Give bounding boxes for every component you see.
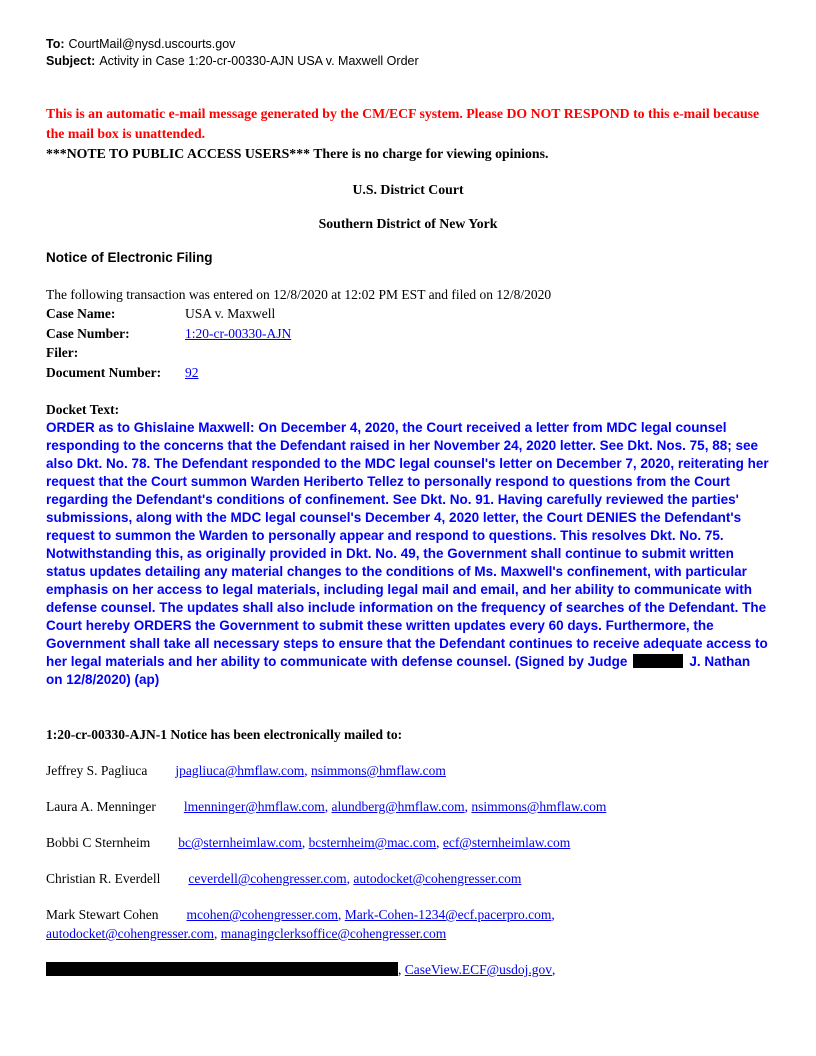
recipient-name: Mark Stewart Cohen bbox=[46, 907, 159, 922]
email-link[interactable]: autodocket@cohengresser.com , bbox=[46, 926, 221, 941]
case-number-label: Case Number: bbox=[46, 325, 130, 341]
case-number-link[interactable]: 1:20-cr-00330-AJN bbox=[185, 325, 292, 341]
email-link[interactable]: mcohen@cohengresser.com , bbox=[186, 907, 344, 922]
recipient-row bbox=[46, 869, 770, 888]
system-banner bbox=[46, 104, 770, 164]
filer-value bbox=[185, 343, 770, 363]
to-value: CourtMail@nysd.uscourts.gov bbox=[68, 37, 236, 51]
case-name-value: USA v. Maxwell bbox=[185, 306, 276, 321]
docket-text bbox=[46, 419, 770, 689]
docket-text-label: Docket Text: bbox=[46, 402, 120, 417]
recipient-row bbox=[46, 797, 770, 816]
recipient-name: Bobbi C Sternheim bbox=[46, 835, 151, 850]
email-link[interactable]: ceverdell@cohengresser.com , bbox=[188, 871, 353, 886]
recipient-row-redacted bbox=[46, 960, 770, 979]
subject-line bbox=[46, 53, 770, 70]
email-link[interactable]: autodocket@cohengresser.com bbox=[353, 871, 522, 886]
case-info-table bbox=[46, 304, 770, 382]
to-label: To: bbox=[46, 37, 65, 51]
transaction-line: The following transaction was entered on 12/8/2020 at 12:02 PM EST and filed on 12/8/2020 bbox=[46, 287, 552, 302]
recipient-row bbox=[46, 833, 770, 852]
filer-label: Filer: bbox=[46, 345, 79, 360]
docket-text-before-redaction: ORDER as to Ghislaine Maxwell: On December 4, 2020, the Court received a letter from MDC legal counsel responding to the concerns that the Defendant raised in her November 24, 2020 letter. See Dkt. Nos. 75, 88; see also Dkt. No. 78. The Defendant responded to the MDC legal counsel's letter on December 7, 2020, reiterating her request that the Court summon Warden Heriberto Tellez to personally respond to questions from the Court regarding the Defendant's conditions of confinement. See Dkt. No. 91. Having carefully reviewed the parties' submissions, along with the MDC legal counsel's December 4, 2020 letter, the Court DENIES the Defendant's request to summon the Warden to personally appear and respond to questions. This resolves Dkt. No. 75. Notwithstanding this, as originally provided in Dkt. No. 49, the Government shall continue to submit written status updates detailing any material changes to the conditions of Ms. Maxwell's confinement, with particular emphasis on her access to legal materials, including legal mail and email, and her ability to communicate with defense counsel. The updates shall also include information on the frequency of searches of the Defendant. The Court hereby ORDERS the Government to submit these written updates every 60 days. Furthermore, the Government shall take all necessary steps to ensure that the Defendant continues to receive adequate access to her legal materials and her ability to communicate with defense counsel. (Signed by Judge bbox=[46, 420, 769, 669]
recipient-emails bbox=[178, 835, 570, 850]
nef-title: Notice of Electronic Filing bbox=[46, 250, 213, 265]
recipient-name: Laura A. Menninger bbox=[46, 799, 156, 814]
docket-text-after-redaction: J. Nathan on 12/8/2020) (ap) bbox=[46, 654, 751, 687]
subject-label: Subject: bbox=[46, 54, 96, 68]
email-link[interactable]: managingclerksoffice@cohengresser.com bbox=[220, 926, 447, 941]
email-link[interactable]: Mark-Cohen-1234@ecf.pacerpro.com , bbox=[345, 907, 558, 922]
redaction-bar bbox=[46, 962, 398, 976]
case-number-cell bbox=[185, 324, 770, 344]
to-line bbox=[46, 36, 770, 53]
auto-message-warning: This is an automatic e-mail message generated by the CM/ECF system. Please DO NOT RESPOND to this e-mail because the mail box is unattended. bbox=[46, 106, 760, 141]
email-link[interactable]: nsimmons@hmflaw.com bbox=[471, 799, 607, 814]
case-name-label: Case Name: bbox=[46, 306, 116, 321]
recipient-name: Christian R. Everdell bbox=[46, 871, 161, 886]
mailed-to-heading: 1:20-cr-00330-AJN-1 Notice has been electronically mailed to: bbox=[46, 727, 403, 742]
court-name: U.S. District Court bbox=[352, 182, 464, 197]
email-link[interactable]: nsimmons@hmflaw.com bbox=[311, 763, 446, 778]
recipient-emails bbox=[175, 763, 446, 778]
redaction-box bbox=[633, 654, 683, 668]
email-link[interactable]: ecf@sternheimlaw.com bbox=[442, 835, 571, 850]
recipient-emails bbox=[184, 799, 606, 814]
court-district: Southern District of New York bbox=[318, 216, 498, 231]
email-link[interactable]: jpagliuca@hmflaw.com , bbox=[175, 763, 311, 778]
recipient-emails bbox=[188, 871, 521, 886]
email-link[interactable]: alundberg@hmflaw.com , bbox=[332, 799, 472, 814]
recipient-emails bbox=[405, 962, 556, 977]
recipient-name: Jeffrey S. Pagliuca bbox=[46, 763, 148, 778]
document-number-cell bbox=[185, 363, 770, 383]
email-link[interactable]: bcsternheim@mac.com , bbox=[309, 835, 443, 850]
recipient-row bbox=[46, 761, 770, 780]
email-link[interactable]: CaseView.ECF@usdoj.gov , bbox=[405, 962, 556, 977]
email-link[interactable]: lmenninger@hmflaw.com , bbox=[184, 799, 332, 814]
mail-header bbox=[46, 36, 770, 70]
recipient-row bbox=[46, 905, 770, 943]
document-number-link[interactable]: 92 bbox=[185, 364, 199, 380]
subject-value: Activity in Case 1:20-cr-00330-AJN USA v. Maxwell Order bbox=[99, 54, 419, 68]
email-link[interactable]: bc@sternheimlaw.com , bbox=[178, 835, 308, 850]
document-number-label: Document Number: bbox=[46, 364, 162, 380]
public-access-note: ***NOTE TO PUBLIC ACCESS USERS*** There is no charge for viewing opinions. bbox=[46, 146, 549, 161]
comma-separator bbox=[398, 962, 405, 977]
